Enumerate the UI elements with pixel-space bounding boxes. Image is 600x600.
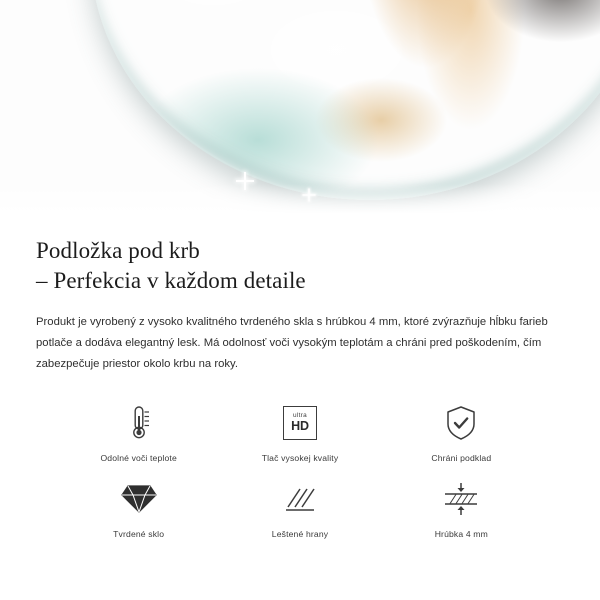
feature-item-print-quality [219, 401, 380, 463]
headline-line-2: – Perfekcia v každom detaile [36, 268, 306, 293]
ultra-hd-badge-top: ultra [293, 412, 307, 420]
feature-label: Chráni podklad [431, 453, 492, 463]
thermometer-icon [122, 401, 156, 445]
feature-item-tempered-glass [58, 477, 219, 539]
hero-fade-overlay [0, 184, 600, 218]
content-block [0, 218, 600, 539]
feature-item-polished-edges [219, 477, 380, 539]
feature-label: Hrúbka 4 mm [434, 529, 488, 539]
product-description: Produkt je vyrobený z vysoko kvalitného tvrdeného skla s hrúbkou 4 mm, ktoré zvýrazňuje hĺbku farieb potlače a dodáva elegantný lesk. Má odolnosť voči vysokým teplotám a chráni pred poškodením, čím zabezpečuje priestor okolo krbu na roky. [36, 316, 548, 370]
feature-item-heat-resistance [58, 401, 219, 463]
glass-board-image [90, 0, 600, 200]
headline-line-1: Podložka pod krb [36, 238, 200, 263]
ultra-hd-icon [283, 401, 317, 445]
feature-label: Tlač vysokej kvality [261, 453, 339, 463]
page-title [36, 236, 564, 296]
diamond-icon [120, 477, 158, 521]
feature-label: Odolné voči teplote [100, 453, 177, 463]
feature-label: Tvrdené sklo [113, 529, 165, 539]
hero-image [0, 0, 600, 218]
ultra-hd-badge-bottom: HD [291, 419, 309, 434]
feature-label: Leštené hrany [271, 529, 329, 539]
polished-edges-icon [282, 477, 318, 521]
thickness-arrows-icon [442, 477, 480, 521]
feature-grid [36, 401, 564, 539]
shield-check-icon [444, 401, 478, 445]
feature-item-thickness [381, 477, 542, 539]
feature-item-surface-protection [381, 401, 542, 463]
